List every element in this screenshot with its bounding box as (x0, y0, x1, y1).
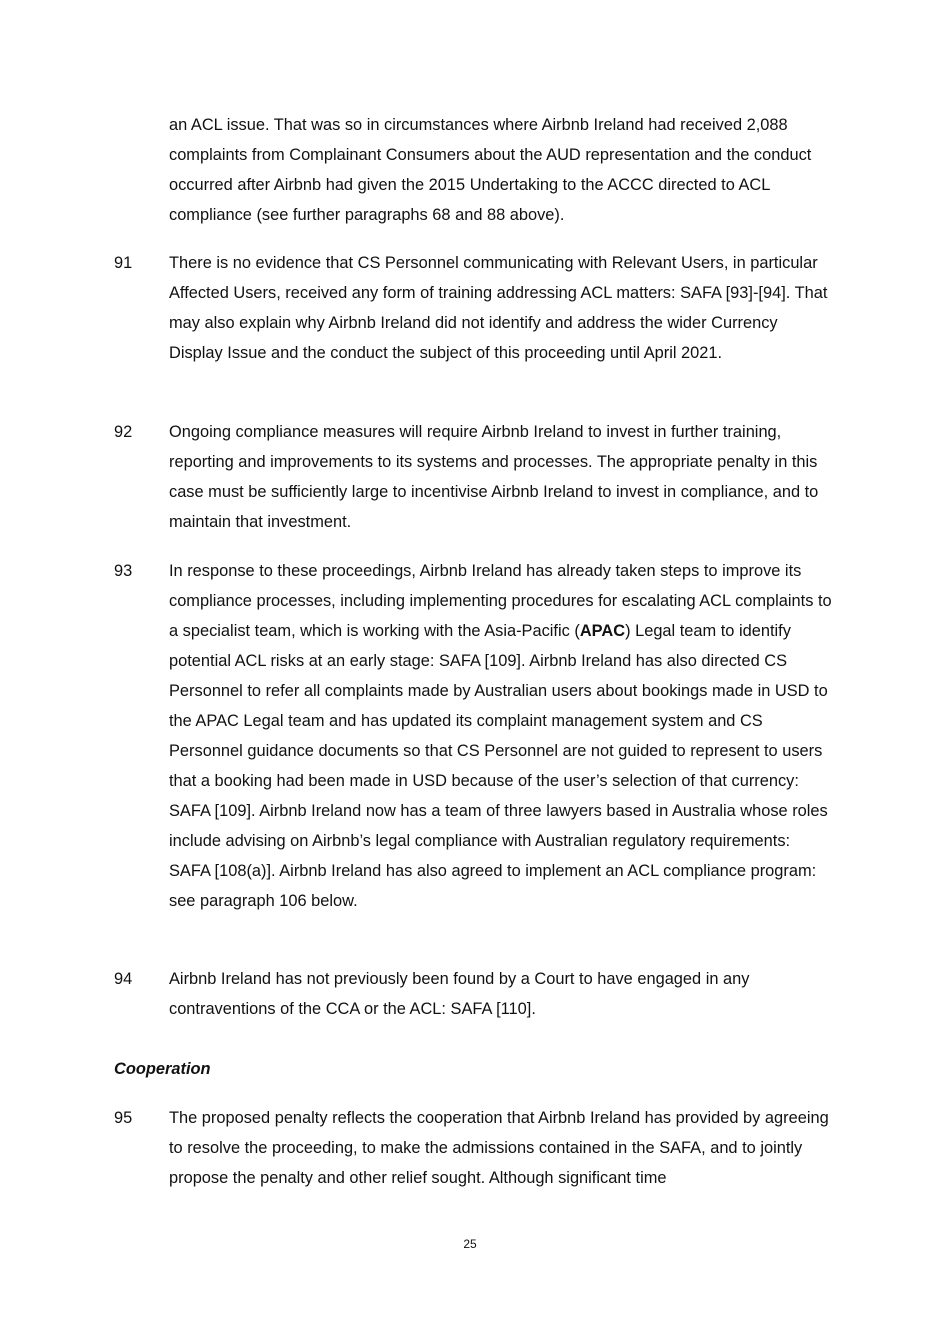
paragraph-91-text: There is no evidence that CS Personnel communicating with Relevant Users, in particular Affected Users, received any form of training addressing ACL matters: SAFA [93]-[94]. That may also explain why Airbnb Ireland did not identify and address the wider Currency Display Issue and the conduct the subject of this proceeding until April 2021. (169, 254, 828, 362)
paragraph-93-text (169, 556, 833, 916)
section-heading-cooperation: Cooperation (114, 1060, 211, 1078)
paragraph-number: 93 (114, 562, 133, 580)
paragraph-number: 94 (114, 970, 133, 988)
paragraph-93-text-end: ) Legal team to identify potential ACL risks at an early stage: SAFA [109]. Airbnb Ireland has also directed CS Personnel to refer all complaints made by Australian users about bookings made in USD to the APAC Legal team and has updated its complaint management system and CS Personnel guidance documents so that CS Personnel are not guided to represent to users that a booking had been made in USD because of the user’s selection of that currency: SAFA [109]. Airbnb Ireland now has a team of three lawyers based in Australia whose roles include advising on Airbnb’s legal compliance with Australian regulatory requirements: SAFA [108(a)]. Airbnb Ireland has also agreed to implement an ACL compliance program: see paragraph 106 below. (169, 622, 828, 910)
paragraph-94-text: Airbnb Ireland has not previously been found by a Court to have engaged in any contraventions of the CCA or the ACL: SAFA [110]. (169, 970, 750, 1018)
paragraph-number: 95 (114, 1109, 133, 1127)
paragraph-92-text: Ongoing compliance measures will require Airbnb Ireland to invest in further training, reporting and improvements to its systems and processes. The appropriate penalty in this case must be sufficiently large to incentivise Airbnb Ireland to invest in compliance, and to maintain that investment. (169, 423, 819, 531)
paragraph-95-text: The proposed penalty reflects the cooperation that Airbnb Ireland has provided by agreeing to resolve the proceeding, to make the admissions contained in the SAFA, and to jointly propose the penalty and other relief sought. Although significant time (169, 1109, 829, 1187)
page-number: 25 (463, 1237, 477, 1251)
continuation-paragraph: an ACL issue. That was so in circumstances where Airbnb Ireland had received 2,088 complaints from Complainant Consumers about the AUD representation and the conduct occurred after Airbnb had given the 2015 Undertaking to the ACCC directed to ACL compliance (see further paragraphs 68 and 88 above). (169, 116, 812, 224)
paragraph-number: 92 (114, 423, 133, 441)
paragraph-93-text-start: In response to these proceedings, Airbnb Ireland has already taken steps to improve its compliance processes, including implementing procedures for escalating ACL complaints to a specialist team, which is working with the Asia-Pacific ( (169, 562, 832, 640)
apac-defined-term: APAC (579, 622, 626, 640)
paragraph-number: 91 (114, 254, 133, 272)
